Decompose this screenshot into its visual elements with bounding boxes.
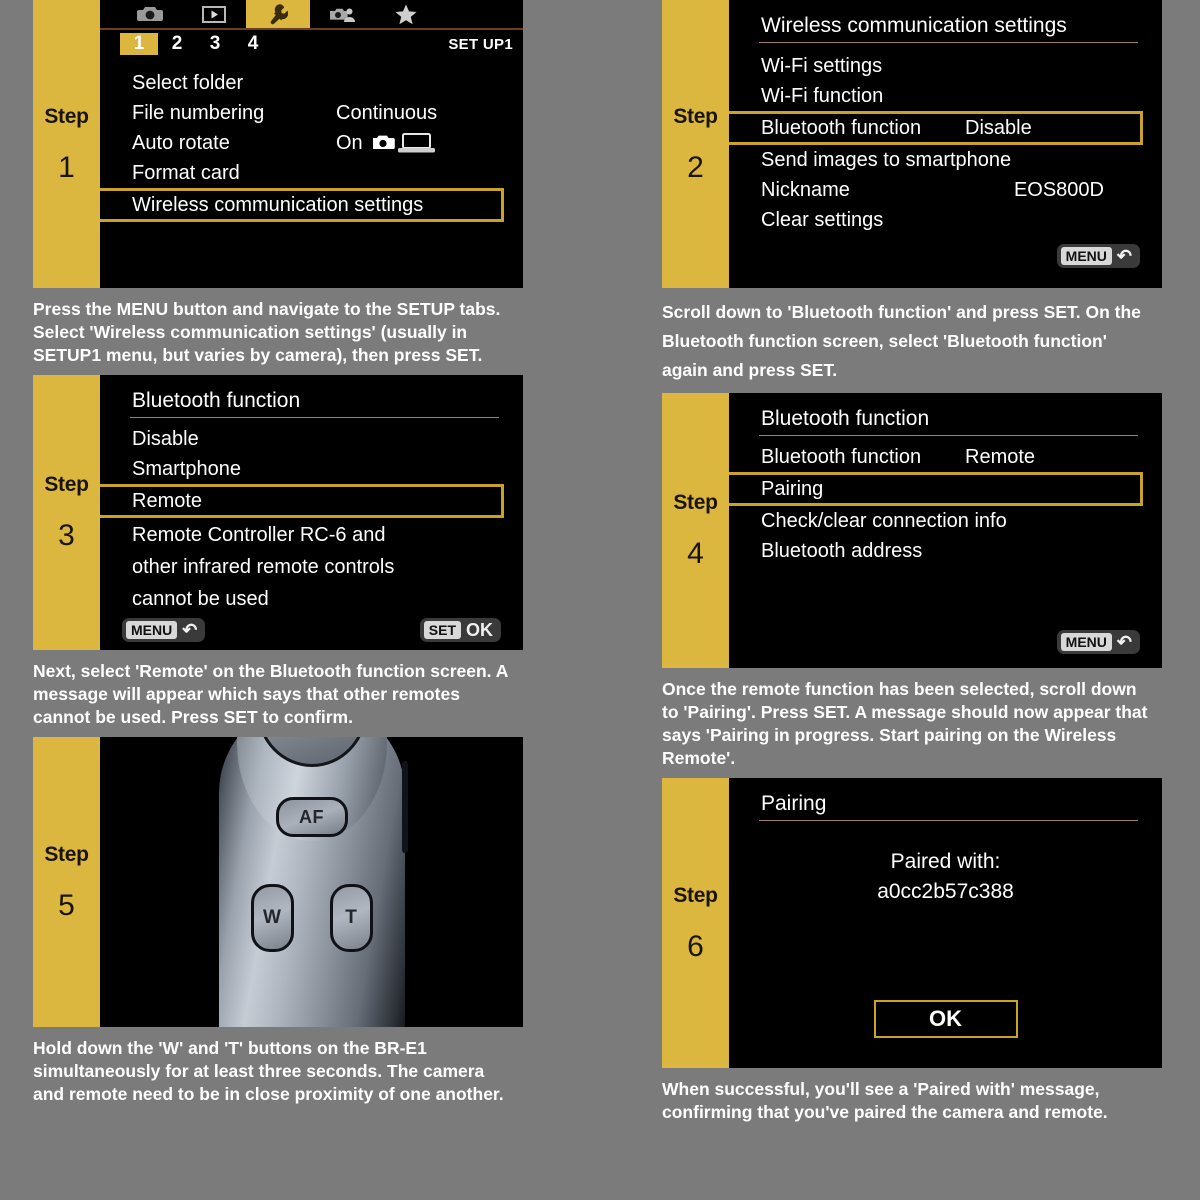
message-line: other infrared remote controls <box>132 556 395 578</box>
menu-row-remote[interactable] <box>100 487 501 515</box>
step-2-badge <box>662 0 729 288</box>
step-5-word: Step <box>44 842 89 866</box>
step-1-badge <box>33 0 100 288</box>
step-4-badge <box>662 393 729 668</box>
bluetooth-function-screen-3 <box>100 375 523 650</box>
step-4-word: Step <box>673 491 718 514</box>
menu-button-chip[interactable] <box>1057 244 1140 268</box>
step-5-number: 5 <box>58 888 75 922</box>
menu-row-auto-rotate[interactable] <box>100 128 523 158</box>
menu-label: Remote <box>132 489 203 512</box>
tab-setup[interactable] <box>246 0 310 28</box>
menu-row-disable[interactable] <box>100 424 523 454</box>
menu-label: Pairing <box>761 477 824 500</box>
setup-tab-4[interactable]: 4 <box>247 33 259 54</box>
message-line: cannot be used <box>132 588 269 610</box>
menu-key-label: MENU <box>126 621 177 639</box>
step-card-5 <box>0 737 523 1114</box>
step-6-caption: When successful, you'll see a 'Paired with' message, confirming that you've paired the camera and remote. <box>662 1079 1108 1122</box>
column-left <box>0 0 600 1132</box>
menu-label: Format card <box>132 161 240 184</box>
menu-row-smartphone[interactable] <box>100 454 523 484</box>
step-card-6 <box>600 778 1162 1132</box>
menu-row-send-images-to-smartphone[interactable] <box>729 145 1162 175</box>
tab-my-menu[interactable] <box>374 0 438 28</box>
wireless-communication-settings-screen <box>729 0 1162 288</box>
menu-row-file-numbering[interactable] <box>100 98 523 128</box>
step-6-number: 6 <box>687 929 704 963</box>
ok-button[interactable]: OK <box>874 1000 1018 1038</box>
step-6-badge <box>662 778 729 1068</box>
my-menu-user-icon <box>329 5 355 23</box>
menu-label: Disable <box>132 427 199 450</box>
menu-label: Clear settings <box>761 208 884 231</box>
step-2-caption: Scroll down to 'Bluetooth function' and press SET. On the Bluetooth function screen, select 'Bluetooth function' again and press SET. <box>662 302 1141 380</box>
step-card-2 <box>600 0 1162 393</box>
star-icon <box>394 3 418 25</box>
step-3-word: Step <box>44 473 89 496</box>
menu-label: Send images to smartphone <box>761 148 1012 171</box>
menu-value: EOS800D <box>1013 178 1104 201</box>
tab-shooting[interactable] <box>118 0 182 28</box>
menu-label: Wireless communication settings <box>132 193 424 216</box>
step-2-word: Step <box>673 104 718 128</box>
set-ok-button-chip[interactable] <box>420 618 501 642</box>
menu-row-select-folder[interactable] <box>100 68 523 98</box>
return-arrow-icon: ↶ <box>182 620 198 640</box>
menu-label: Nickname <box>761 178 850 201</box>
menu-row-wifi-settings[interactable] <box>729 51 1162 81</box>
menu-label: Bluetooth function <box>761 116 922 139</box>
step-1-word: Step <box>44 104 89 128</box>
tab-custom-functions[interactable] <box>310 0 374 28</box>
menu-row-wireless-communication-settings[interactable] <box>100 191 501 219</box>
menu-row-bluetooth-function[interactable] <box>729 442 1162 472</box>
playback-icon <box>202 6 226 23</box>
setup1-menu-list <box>100 58 523 219</box>
wrench-icon <box>268 3 288 25</box>
setup-tab-numbers <box>100 30 523 58</box>
step-card-4 <box>600 393 1162 778</box>
tab-playback[interactable] <box>182 0 246 28</box>
pairing-result-dialog <box>729 778 1162 1068</box>
bluetooth-options-list <box>100 418 523 515</box>
step-6-word: Step <box>673 883 718 907</box>
step-card-3 <box>0 375 523 737</box>
remote-body <box>219 737 405 1027</box>
step-4-chip-row <box>729 630 1162 654</box>
step-1-caption: Press the MENU button and navigate to the SETUP tabs. Select 'Wireless communication settings' (usually in SETUP1 menu, but varies by camera), then press SET. <box>33 299 501 365</box>
menu-label: Check/clear connection info <box>761 509 1007 532</box>
step-3-screen-wrap <box>33 375 523 650</box>
af-button[interactable]: AF <box>276 797 348 837</box>
step-3-badge <box>33 375 100 650</box>
return-arrow-icon: ↶ <box>1116 246 1132 266</box>
step-1-screen-wrap <box>33 0 523 288</box>
message-line: Remote Controller RC-6 and <box>132 524 386 546</box>
paired-message <box>729 821 1162 907</box>
menu-button-chip[interactable] <box>122 618 205 642</box>
camera-and-computer-icons <box>372 132 436 160</box>
step-5-badge <box>33 737 100 1027</box>
camera-menu-screen-1 <box>100 0 523 288</box>
menu-row-pairing[interactable] <box>729 475 1140 503</box>
screen-title: Wireless communication settings <box>761 14 1067 37</box>
menu-row-format-card[interactable] <box>100 158 523 188</box>
wireless-settings-list <box>729 43 1162 235</box>
step-2-screen-wrap <box>662 0 1162 288</box>
camera-icon <box>137 5 163 23</box>
menu-label: Wi-Fi function <box>761 84 884 107</box>
menu-label: Smartphone <box>132 457 241 480</box>
menu-row-wifi-function[interactable] <box>729 81 1162 111</box>
menu-value: Continuous <box>336 101 438 124</box>
menu-key-label: MENU <box>1061 247 1112 265</box>
return-arrow-icon: ↶ <box>1116 632 1132 652</box>
setup-tab-2[interactable]: 2 <box>171 33 183 54</box>
screen-title: Bluetooth function <box>761 407 930 430</box>
step-4-screen-wrap <box>662 393 1162 668</box>
paired-with-label: Paired with: <box>890 850 1001 873</box>
menu-label: Bluetooth function <box>761 445 922 468</box>
step-2-number: 2 <box>687 150 704 184</box>
step-3-number: 3 <box>58 519 75 552</box>
step-2-chip-row <box>729 244 1162 268</box>
menu-key-label: MENU <box>1061 633 1112 651</box>
step-5-screen-wrap <box>33 737 523 1027</box>
br-e1-remote-photo <box>100 737 523 1027</box>
remote-side-notch <box>402 761 408 853</box>
bluetooth-function-screen-4 <box>729 393 1162 668</box>
menu-label: File numbering <box>132 101 265 124</box>
menu-label: Select folder <box>132 71 244 94</box>
w-button[interactable]: W <box>251 884 294 952</box>
menu-row-bluetooth-function[interactable] <box>729 114 1140 142</box>
menu-value: Remote <box>965 445 1036 468</box>
step-5-caption: Hold down the 'W' and 'T' buttons on the BR-E1 simultaneously for at least three seconds. The camera and remote need to be in close proximity of one another. <box>33 1038 504 1104</box>
menu-tab-row <box>100 0 523 30</box>
step-card-1 <box>0 0 523 375</box>
menu-label: Wi-Fi settings <box>761 54 883 77</box>
step-3-caption: Next, select 'Remote' on the Bluetooth function screen. A message will appear which says that other remotes cannot be used. Press SET to confirm. <box>33 661 508 727</box>
menu-row-nickname[interactable] <box>729 175 1162 205</box>
menu-value: Disable <box>965 116 1032 139</box>
setup-tab-1[interactable]: 1 <box>120 33 158 55</box>
step-6-screen-wrap <box>662 778 1162 1068</box>
step-4-number: 4 <box>687 537 704 570</box>
set-key-label: SET <box>424 621 461 639</box>
menu-value: On <box>336 131 363 154</box>
menu-row-bluetooth-address[interactable] <box>729 536 1162 566</box>
setup-tab-3[interactable]: 3 <box>209 33 221 54</box>
menu-button-chip[interactable] <box>1057 630 1140 654</box>
screen-title: Bluetooth function <box>132 389 301 412</box>
column-right <box>600 0 1200 1132</box>
menu-row-check-clear-connection-info[interactable] <box>729 506 1162 536</box>
remote-warning-message <box>100 519 523 615</box>
step-3-chip-row <box>100 618 523 642</box>
step-1-number: 1 <box>58 150 75 184</box>
paired-device-id: a0cc2b57c388 <box>877 880 1014 903</box>
screen-title: Pairing <box>761 792 827 815</box>
menu-label: Auto rotate <box>132 131 230 154</box>
menu-row-clear-settings[interactable] <box>729 205 1162 235</box>
menu-label: Bluetooth address <box>761 539 923 562</box>
setup-page-label: SET UP1 <box>448 35 513 53</box>
ok-label: OK <box>466 620 493 640</box>
step-4-caption: Once the remote function has been selected, scroll down to 'Pairing'. Press SET. A message should now appear that says 'Pairing in progress. Start pairing on the Wireless Remote'. <box>662 679 1148 768</box>
t-button[interactable]: T <box>330 884 373 952</box>
bluetooth-function-list <box>729 436 1162 566</box>
